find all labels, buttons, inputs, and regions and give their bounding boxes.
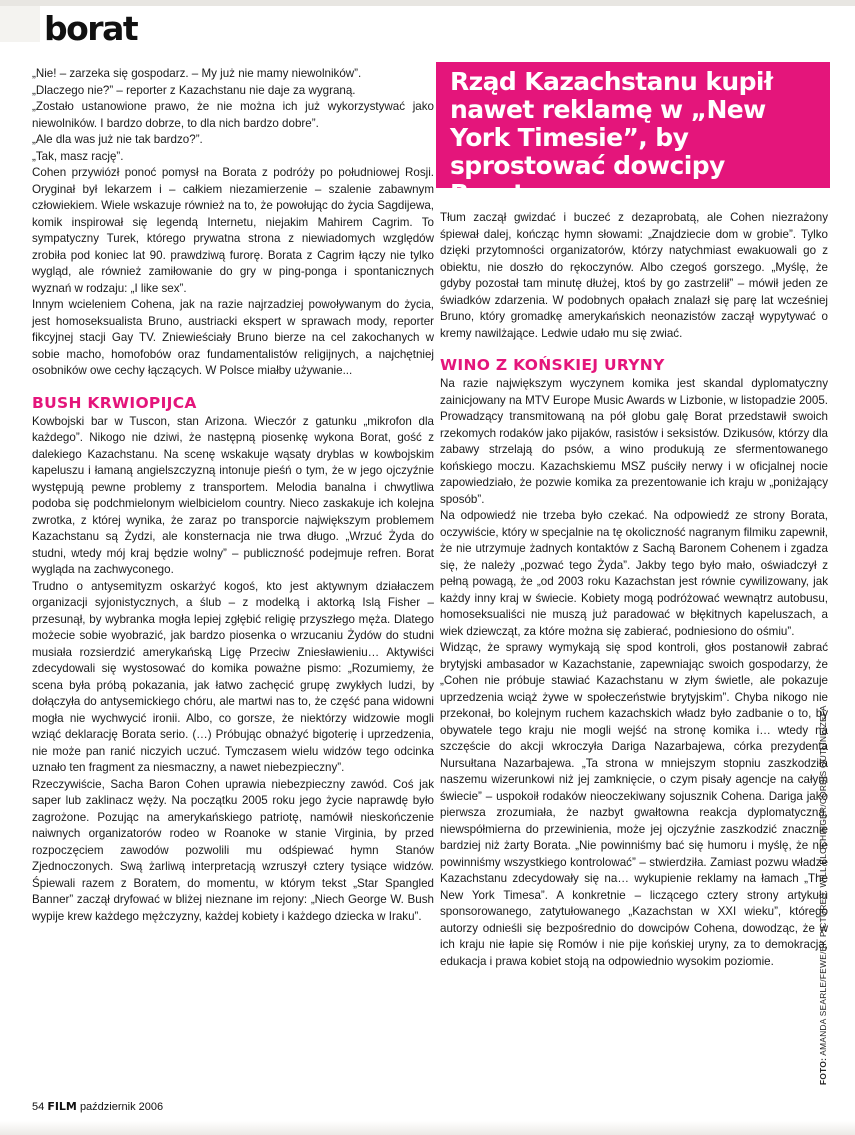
left-paragraphs-intro bbox=[32, 66, 434, 380]
page-bottom-edge bbox=[0, 1121, 855, 1135]
header-shadow bbox=[0, 6, 40, 42]
paragraph: Rzeczywiście, Sacha Baron Cohen uprawia niebezpieczny zawód. Coś jak saper lub zaklinacz węży. Na początku 2005 roku jego życie naprawdę było zagrożone. Pozując na amerykańskiego patriotę, namówił nieskończenie naiwnych organizatorów rodeo w Roanoke w stanie Virginia, by przed rozpoczęciem zawodów pozwolili mu odśpiewać hymn Stanów Zjednoczonych. Swą żarliwą interpretacją wzruszył cztery tysiące widzów. Śpiewali razem z Boratem, do momentu, w którym tekst „Star Spangled Banner” zaczął dryfować w bliżej nieznane im rejony: „Niech George W. Bush wypije krew każdego mężczyzny, każdej kobiety i każdego dziecka w Iraku”. bbox=[32, 777, 434, 923]
section-heading-wino: WINO Z KOŃSKIEJ URYNY bbox=[440, 356, 665, 374]
paragraph: „Dlaczego nie?” – reporter z Kazachstanu nie daje za wygraną. bbox=[32, 83, 356, 97]
paragraph: Trudno o antysemityzm oskarżyć kogoś, kto jest aktywnym działaczem organizacji syjonistycznych, a ślub – z modelką i aktorką Islą Fisher – przesunął, by wybranka mogła lepiej zgłębić religię przyszłego męża. Dlatego możecie sobie wyobrazić, jak bardzo piosenka o wrzucaniu Żydów do studni musiała rozsierdzić amerykańską Ligę Przeciw Zniesławieniu… Aktywiści zdecydowali się wystosować do komika poważne pismo: „Rozumiemy, że scena była próbą pokazania, jak łatwo zachęcić grupę zwykłych ludzi, by dołączyła do antysemickiego chóru, ale martwi nas to, że część pana widowni mogła nie wychwycić ironii. Albo, co gorsze, że niektórzy widzowie mogli wziąć deklarację Borata serio. (…) Próbując obnażyć bigoterię i uprzedzenia, nie może pan ranić niczyich uczuć. Tymczasem wielu widzów tego odcinka uznało ten fragment za niesmaczny, a nawet niebezpieczny”. bbox=[32, 579, 434, 774]
section-logo: borat bbox=[44, 9, 138, 48]
paragraph: „Nie! – zarzeka się gospodarz. – My już nie mamy niewolników”. bbox=[32, 67, 362, 80]
left-column bbox=[32, 66, 434, 925]
page-top-edge bbox=[0, 0, 855, 6]
pull-quote-text: Rząd Kazachstanu kupił nawet reklamę w „New York Timesie”, by sprostować dowcipy Borata. bbox=[450, 67, 773, 208]
paragraph: Kowbojski bar w Tuscon, stan Arizona. Wieczór z gatunku „mikrofon dla każdego”. Nikogo nie dziwi, że następną piosenkę wykona Borat, gość z dalekiego Kazachstanu. Na scenę wskakuje wąsaty dryblas w kowbojskim kapeluszu i łamaną angielszczyzną intonuje pieśń o tym, że w jego ojczyźnie występują pewne problemy z transportem. Melodia banalna i chwytliwa podoba się podchmielonym wielbicielom country. Nieco zaskakuje ich kolejna zwrotka, z której wynika, że zaraz po transporcie największym problemem Kazachstanu są Żydzi, ale konsternacja nie trwa długo. „Wrzuć Żyda do studni, wtedy mój kraj będzie wolny” – publiczność podejmuje refren. Borat wygląda na zachwyconego. bbox=[32, 414, 434, 576]
right-paragraphs-intro bbox=[440, 210, 828, 342]
page-number: 54 bbox=[32, 1101, 45, 1113]
photo-credit-text: AMANDA SEARLE/FEWE/EK PICTURES, WILL BLOCHINGER/CORBIS OUTLINE/ZEFA bbox=[818, 705, 828, 1056]
paragraph: „Tak, masz rację”. bbox=[32, 149, 124, 163]
section-heading-bush: BUSH KRWIOPIJCA bbox=[32, 393, 197, 412]
paragraph: Widząc, że sprawy wymykają się spod kontroli, głos postanowił zabrać brytyjski ambasador w Kazachstanie, zapewniając swoich gospodarzy, że „Cohen nie próbuje stawiać Kazachstanu w złym świetle, ale pokazuje uprzedzenia wciąż żywe w społeczeństwie brytyjskim”. Chyba nikogo nie przekonał, bo kolejnym ruchem kazachskich władz było zadbanie o to, by obywatele tego kraju nie mogli wejść na stronę komika i… wtedy na szczęście do akcji wkroczyła Dariga Nazarbajewa, córka prezydenta Nursułtana Nazarbajewa. „Ta strona w mniejszym stopniu zaszkodziła naszemu wizerunkowi niż jej zamknięcie, o czym pisały agencje na całym świecie” – uspokoił rodaków nieoczekiwany sojusznik Cohena. Dariga jako pierwsza zrozumiała, że nazbyt gwałtowna reakcja dyplomatyczna, niewspółmierna do przewinienia, może jej ojczyźnie zaszkodzić znacznie bardziej niż żarty Borata. „Nie powinniśmy bać się humoru i myślę, że nie powinniśmy wszystkiego kontrolować” – stwierdziła. Zamiast pozwu władze Kazachstanu zdecydowały się na… wykupienie reklamy na łamach „The New York Timesa”. A konkretnie – liczącego cztery strony artykułu sponsorowanego, zatytułowanego „Kazachstan w XXI wieku”, którego autorzy odnieśli się bezpośrednio do dowcipów Cohena, dowodząc, że w ich kraju nie łapie się Romów i nie pije końskiej uryny, za to demokracja, edukacja i prawa kobiet stoją na odpowiednio wysokim poziomie. bbox=[440, 641, 828, 968]
issue-date: październik 2006 bbox=[79, 1101, 164, 1113]
right-column bbox=[440, 210, 828, 970]
photo-credit-label: FOTO: bbox=[818, 1057, 828, 1085]
left-paragraphs-bush bbox=[32, 414, 434, 926]
paragraph: Na odpowiedź nie trzeba było czekać. Na odpowiedź ze strony Borata, oczywiście, który w specjalnie na tę okoliczność nagranym filmiku zapewnił, że nie utrzymuje żadnych kontaktów z Sachą Baronem Cohenem i zgadza się, że należy „pozwać tego Żyda”. Jakby tego było mało, oświadczył z pełną powagą, że „od 2003 roku Kazachstan jest równie cywilizowany, jak każdy inny kraj w świecie. Kobiety mogą podróżować wewnątrz autobusu, homoseksualiści nie muszą już paradować w błękitnych kapeluszach, a wiek dziewcząt, za które można się zabierać, podniesiono do ośmiu”. bbox=[440, 509, 828, 638]
right-paragraphs-wino bbox=[440, 376, 828, 970]
pull-quote-box bbox=[436, 62, 830, 208]
page-footer bbox=[32, 1100, 163, 1113]
paragraph: Na razie największym wyczynem komika jest skandal dyplomatyczny zainicjowany na MTV Europe Music Awards w Lizbonie, w listopadzie 2005. Prowadzący transmitowaną na pół globu galę Borat przedstawił swoich rzekomych rodaków jako pijaków, rasistów i seksistów. Dzikusów, którzy dla zabawy strzelają do psów, a wino produkują ze sfermentowanego końskiego moczu. Kazachskiemu MSZ puściły nerwy i w oficjalnej nocie zapowiedziało, że pozwie komika za prezentowanie ich kraju w „poniżający sposób”. bbox=[440, 377, 828, 506]
paragraph: „Ale dla was już nie tak bardzo?”. bbox=[32, 133, 203, 146]
paragraph: Tłum zaczął gwizdać i buczeć z dezaprobatą, ale Cohen niezrażony śpiewał dalej, kończąc hymn słowami: „Znajdziecie dom w grobie”. Tylko dzięki przytomności organizatorów, którzy natychmiast ewakuowali go z obiektu, nie doszło do rękoczynów. Albo czegoś gorszego. „Myślę, że gdyby pozostał tam minutę dłużej, ktoś by go zastrzelił” – mówił jeden ze świadków zdarzenia. W podobnych opałach znalazł się parę lat wcześniej Bruno, który gromadkę amerykańskich neonazistów zaczął wypytywać o kremy nawilżające. Ledwie udało mu się zwiać. bbox=[440, 211, 828, 340]
photo-credit bbox=[818, 645, 828, 1085]
paragraph: Innym wcieleniem Cohena, jak na razie najrzadziej powoływanym do życia, jest homoseksualista Bruno, austriacki ekspert w sprawach mody, reporter fikcyjnej stacji Gay TV. Zniewieściały Bruno bierze na cel zakochanych w sobie macho, homofobów oraz fundamentalistów religijnych, a najchętniej osobników owe cechy łączących. W Polsce miałby używanie... bbox=[32, 298, 434, 377]
paragraph: „Zostało ustanowione prawo, że nie można ich już wykorzystywać jako niewolników. I bardzo dobrze, to dla nich bardzo dobre”. bbox=[32, 100, 434, 130]
magazine-name: FILM bbox=[47, 1100, 77, 1113]
paragraph: Cohen przywiózł ponoć pomysł na Borata z podróży po południowej Rosji. Oryginał był lekarzem i – całkiem niezamierzenie – szalenie zabawnym człowiekiem. Wiele wskazuje również na to, że powołując do życia Sagdijewa, komik inspirował się legendą Internetu, niejakim Mahirem Cagrim. To sympatyczny Turek, którego prywatna strona z niewiadomych względów zrobiła pod koniec lat 90. prawdziwą furorę. Borata z Cagrim łączy nie tylko wygląd, ale również zamiłowanie do gry w ping-ponga i spontanicznych wyznań w rodzaju: „I like sex”. bbox=[32, 166, 434, 295]
